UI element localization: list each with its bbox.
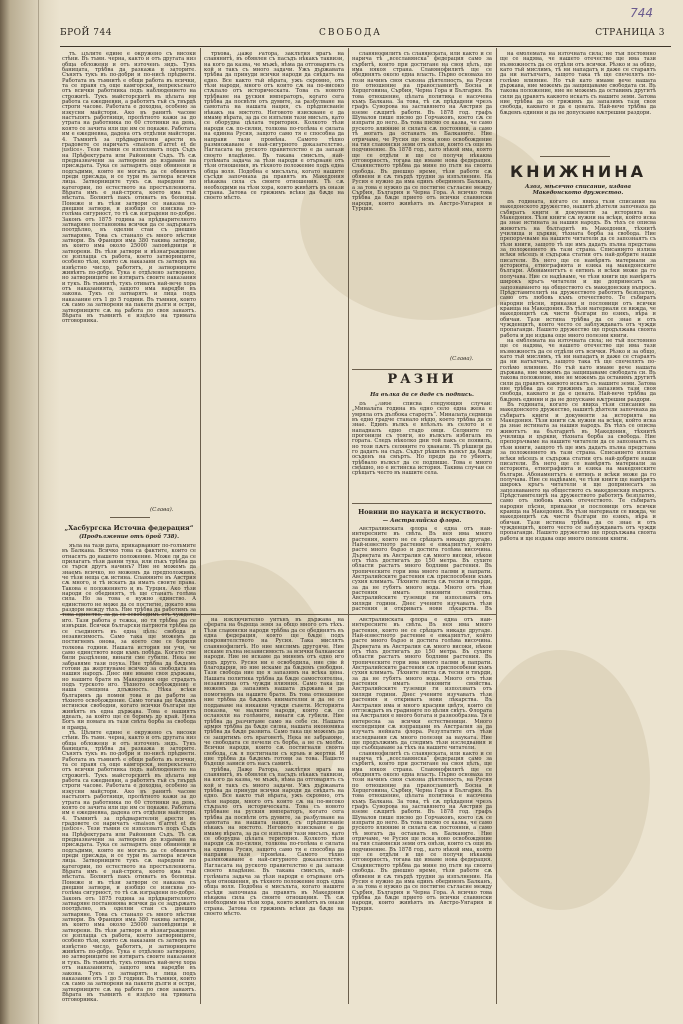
signature: (Слава). bbox=[450, 356, 474, 362]
header-rule bbox=[60, 46, 671, 47]
section-rule bbox=[352, 369, 492, 370]
column-2-bottom-text bbox=[204, 618, 344, 1004]
books-text bbox=[500, 200, 656, 1000]
section-rule bbox=[110, 517, 150, 518]
article-text: тѣ. Цѣлите едине е окружено съ високи стѣни. Въ тъмн. черна, както и отъ другата низ обща обложени и отъ източенъ зидъ. Тукъ баницата, трѣбва да разкажа и заторите. Сънятъ тукъ въ по-добри и по-нисѣ прѣдмети. Работата въ тъмнитѣ е общи работа въ всички, та се правя съ още камгорски, непрекъснато отъ всички работника подъ наблюдението на строжитѣ. Тукъ майсторскитѣ въ цѣлата им работа са ежедневни, а работятъ тъй съ твърдѣ строги часове. Работата е доходна, особено за изкусни майстори. Ако въ ранитѣ часове настъпятъ работници, пролѣтното кажи за до утрата на работника по 60 стотинки на день, която се зачита или ще им се покаже. Работата им е ежедневна, дадена отъ отдѣлни майстори. 4. Тъмнитѣ за прѣдварителни арести въ градовете се наричатъ «maison d’arret et de justice». Тези тъмни се използватъ подъ Съдъ на Прѣфектурата или Районния Съдъ. Тѣ сѫ предназначени за затворени до издаване на присѫдата. Тука се затварятъ още обвинени и подсъдими, които не могатъ да се обвинятъ преди присѫда, и се тури въ затвора всички лица. Затворниците тукъ сѫ наредени по категории, по естеството на престъпленията. Вѣрата имъ е най-строга, което има тъй мѣстата. Болнитѣ пакъ отиватъ въ болница. Понеже и въ тѣзи затвори се наказва съ днешни затвори, и изобщо се изисква по-голѣма сигурност, то тѣ сѫ изградени по-добре. Законъ отъ 1875 година за прѣдварителното затваряне постановява всички да се задържатъ поотдѣлно, въ оделни стаи съ днешно затваряне. Това съ станало съ много мѣстни затвори. Въ Франция има 380 такива затвори, въ които има около 25000 заповѣдници и затворени. Въ тѣзи затвори и вѣзнаграждение се изплаща съ работа, което затворниците, особено тѣзи, които сѫ наказани съ затворъ на извѣстно число, работятъ, и затворниците живѣятъ по-добре. Тука е отдѣлено затворено, но затворниците не изтиратъ своите наказания и тукъ. Въ тъмнитѣ, тукъ отиватъ най-вече хора отъ наказанията, защото има наредби въ закона. Тукъ се затварятъ и лица подъ наказание отъ 1 до 5 години. Въ тъмния, които сѫ само за затворени на пакети дълги и остри, затворниците сѫ на работа по своя занаятъ. Вѣрата въ тъмнитѣ е изцѣло на тримата отговорника. bbox=[62, 730, 196, 1004]
article-text: Въ годината, когато се явиха тѣзи списания на македонското дружество, нашитѣ дѣятели започнаха да събиратъ книги и документи за историята на Македония. Тѣзи книги сѫ нужни на всѣки, който иска да знае истината за нашия народъ. Въ тѣхъ се описва животътъ на българитѣ въ Македония, тѣхнитѣ училища и църкви, тѣхната борба за свобода. Ние препоръчваме на нашите читатели да се запознаятъ съ тѣзи книги, защото тѣ ще имъ дадатъ пълна представа за положението въ тази страна. Списанието излиза всѣки мѣсецъ и съдържа статии отъ най-добрите наши писатели. Въ него ще се намѣрятъ материали за историята, етнографията и езика на македонските българи. Абонаментътъ е евтинъ и всѣки може да го получава. Ние се надѣваме, че тѣзи книги ще намѣрятъ широкъ кръгъ читатели и ще допринесатъ за запознаването на обществото съ македонския въпросъ. Прѣдставителитѣ на дружеството работятъ безплатно, само отъ любовь къмъ отечеството. Те събиратъ народни пѣсни, приказки и пословици отъ всички краища на Македония. Въ тѣзи материали се вижда, че македонцитѣ сѫ чисти българи по езикъ, вѣра и обичаи. Тази истина трѣбва да се знае и отъ чужденцитѣ, които често се заблуждаватъ отъ чужди пропаганди. Нашето дружество ще продължава своята работа и ще издава още много полезни книги. bbox=[500, 402, 656, 542]
article-text: яъла на тази дата, прикарвайкит по-голѣмите въ Балкана. Всичко това са фактите, които се отнасятъ до нашето положение. Може ли да се прилагатъ тѣзи данни тука, или пъкъ трѣбва да се търси другъ начинъ? Ние не можемъ да знаемъ всичко, но можемъ да предположимъ, че тѣзи неща сѫ истина. Славяните въ Австрия сѫ много, и тѣ искатъ да иматъ своите права. Такова е положението и въ Турция. Ако тѣзи народи се обединятъ, тѣ ще станатъ голѣма сила. Но за това е нужно единство. А единството не може да се постигне, докато има раздори между тѣхъ. Ние трѣбва да работимъ за това единство, за да се освободимъ отъ чуждото иго. Тази работа е тежка, но тя трѣбва да се извърши. Всички български патриоти трѣбва да се съединятъ въ една цѣль: свобода и независимость. Само така ще можемъ да постигнемъ онова, за което сме се борили толкова години. Нашата история ни учи, че само единството води къмъ побѣда. Когато сме били раздѣлени, винаги сме губили. Нека не забравяме тази поука. Ние трѣбва да бѫдемъ готови да жертвуваме всичко за свободата на нашия народъ. Днес ние имаме своя държава, но нашите братя въ Македония още страдатъ подъ турското иго. Тѣхното освобождение е наша свещена длъжность. Нѣка всѣки българинъ да помни това и да работи за тѣхното освобождение. Само тогава ще бѫдемъ истински свободни, когато всички българи ще живѣятъ въ една държава. Това е нашиятъ идеалъ, за който ще се боримъ до край. Нека Богъ ни помага въ тази свѣта борба за свобода и правда. bbox=[62, 544, 196, 731]
column-1-text bbox=[62, 52, 196, 505]
razni-text bbox=[352, 402, 492, 502]
article-text: трѣбва. Даже Ратора, заклѣтия врагъ на славянитѣ, въ обявлен съ пасъдъ нѣкакъ таквизи, на кого да казва, че мъжѣ, нѣма да отговарятъ съ кой и такъ съ много задачи. Ужъ държавата трѣбва да принуди всички народи да свѣдатъ на едно. Все както тъй вѣрата, ужъ скромно, отъ тѣзи народи, много отъ които сѫ на по-високо стѫпало отъ историческата. Това съ новото трѣбване на руския императоръ, когато сега трѣбва да посвѣти отъ думите, за разбулване на самотата на нашата нация, съ прѣдписваніе нѣкакъ на мястото. Неговото изискване е да имаме вѣрата, за да се изпълни тази мисълъ, като се оборудва цѣлата територия. Колкото тѣзи народи сѫ по-силни, толкова по-голѣма е силата на единна Русия, защото само тя е способна да направи тази промѣна. Самото тѣхно размножаване е най-сигурното доказателство. Нагласата на руското правителство е да запази своето владѣние. Въ такава смисълъ, най-голѣмата задача за тѣзи народи е отърване отъ тѣзи отношения, въ тѣхното положение подъ една обща воля. Подобна е мисъльта, когато нашите съсѣди започнаха да правятъ въ Македония нѣкаква сила съ своите отношения. Тѣ сѫ необходими на тѣзи хора, които живѣятъ въ онази страна. Затова се грижимъ всѣки да бѫде на своето мѣсто. bbox=[204, 52, 344, 202]
article-text: на емблемата на източната сила; не тъй постоянно ще се надява, че нашето отечество ще има тази възможность да се отдѣли отъ всички. Рѣзко и за общо, като тъй мислимъ, тѣ ни нападатъ и даже се стараятъ да ни натъпчатъ, защото така тѣ ще спечелятъ по-голѣмо влияние. Но тъй като имаме вече нашата държава, ние можемъ да защищаваме свободата си. Въ такова положение, ние не можемъ да оставимъ другитѣ сили да правятъ каквото искатъ съ нашите земи. Затова ние трѣбва да се грижимъ да запазимъ тази своя свобода, каквато и да е цената. Най-вече трѣбва да бѫдемъ единни и да не допускаме вѫтрешни раздори. bbox=[500, 337, 656, 403]
article-text: тѣ. Цѣлите едине е окружено съ високи стѣни. Въ тъмн. черна, както и отъ другата низ обща обложени и отъ източенъ зидъ. Тукъ баницата, трѣбва да разкажа и заторите. Сънятъ тукъ въ по-добри и по-нисѣ прѣдмети. Работата въ тъмнитѣ е общи работа въ всички, та се правя съ още камгорски, непрекъснато отъ всички работника подъ наблюдението на строжитѣ. Тукъ майсторскитѣ въ цѣлата им работа са ежедневни, а работятъ тъй съ твърдѣ строги часове. Работата е доходна, особено за изкусни майстори. Ако въ ранитѣ часове настъпятъ работници, пролѣтното кажи за до утрата на работника по 60 стотинки на день, която се зачита или ще им се покаже. Работата им е ежедневна, дадена отъ отдѣлни майстори. 4. Тъмнитѣ за прѣдварителни арести въ градовете се наричатъ «maison d’arret et de justice». Тези тъмни се използватъ подъ Съдъ на Прѣфектурата или Районния Съдъ. Тѣ сѫ предназначени за затворени до издаване на присѫдата. Тука се затварятъ още обвинени и подсъдими, които не могатъ да се обвинятъ преди присѫда, и се тури въ затвора всички лица. Затворниците тукъ сѫ наредени по категории, по естеството на престъпленията. Вѣрата имъ е най-строга, което има тъй мѣстата. Болнитѣ пакъ отиватъ въ болница. Понеже и въ тѣзи затвори се наказва съ днешни затвори, и изобщо се изисква по-голѣма сигурност, то тѣ сѫ изградени по-добре. Законъ отъ 1875 година за прѣдварителното затваряне постановява всички да се задържатъ поотдѣлно, въ оделни стаи съ днешно затваряне. Това съ станало съ много мѣстни затвори. Въ Франция има 380 такива затвори, въ които има около 25000 заповѣдници и затворени. Въ тѣзи затвори и вѣзнаграждение се изплаща съ работа, което затворниците, особено тѣзи, които сѫ наказани съ затворъ на извѣстно число, работятъ, и затворниците живѣятъ по-добре. Тука е отдѣлено затворено, но затворниците не изтиратъ своите наказания и тукъ. Въ тъмнитѣ, тукъ отиватъ най-вече хора отъ наказанията, защото има наредби въ закона. Тукъ се затварятъ и лица подъ наказание отъ 1 до 5 години. Въ тъмния, които сѫ само за затворени на пакети дълги и остри, затворниците сѫ на работа по своя занаятъ. Вѣрата въ тъмнитѣ е изцѣло на тримата отговорника. bbox=[62, 52, 196, 325]
article-text: на емблемата на източната сила; не тъй постоянно ще се надява, че нашето отечество ще има тази възможность да се отдѣли отъ всички. Рѣзко и за общо, като тъй мислимъ, тѣ ни нападатъ и даже се стараятъ да ни натъпчатъ, защото така тѣ ще спечелятъ по-голѣмо влияние. Но тъй като имаме вече нашата държава, ние можемъ да защищаваме свободата си. Въ такова положение, ние не можемъ да оставимъ другитѣ сили да правятъ каквото искатъ съ нашите земи. Затова ние трѣбва да се грижимъ да запазимъ тази своя свобода, каквато и да е цената. Най-вече трѣбва да бѫдемъ единни и да не допускаме вѫтрешни раздори. bbox=[500, 52, 656, 116]
issue-number: БРОЙ 744 bbox=[60, 28, 112, 38]
handwritten-note: 744 bbox=[630, 6, 653, 20]
razni-title: РАЗНИ bbox=[387, 372, 457, 387]
article-text: Австралийската флора е една отъ най-интересните въ свѣта. Въ нея има много растения, които не се срѣщатъ никаде другаде. Най-известното растение е евкалиптът, който расте много бързо и достига голѣма височина. Дърветата въ Австралия сѫ много високи, нѣкои отъ тѣхъ достигатъ до 150 метра. Въ сухите области растатъ много бодливи растения. Въ тропическите гори има много палми и папрати. Австралийските растения сѫ приспособени къмъ сухия климатъ. Тѣхните листа сѫ тесни и твърди, за да не губятъ много вода. Много отъ тѣзи растения иматъ лековити свойства. Австралийските туземци ги използватъ отъ хиляди години. Днес учените изучаватъ тѣзи растения и откриватъ нови лѣкарства. Въ Австралия има и много красиви цвѣтя, които се отглеждатъ въ градините по цѣлия свѣтъ. Флората на Австралия е много богата и разнообразна. Тя е интересна за всички естественици. Много експедиции сѫ изпращани въ Австралия за да изучатъ нейната флора. Резултатите отъ тѣзи изследвания сѫ много полезни за науката. Ние ще продължимъ да следимъ тѣзи изследвания и ще съобщаваме за тѣхъ на нашите читатели. bbox=[352, 618, 492, 752]
page-fold-line bbox=[38, 0, 39, 1024]
newspaper-title: СВОБОДА bbox=[318, 28, 382, 38]
article-text: славянофилитѣ съ славянската, или както и се нарича тѣ „всеславянска“ федерация само за сърбитѣ, които при достигане на своя цѣлъ, ще има някоя страна. Славянофилитѣ ще се обединятъ около една власть. Първо основаха по този начинъ своя съюзна дѣятелность, на Русия по отношение на православнитѣ Босна и Херцеговина, Сърбия, Черна Гора и България. Въ това отношение, цѣлата политика е насочена къмъ Балкана. За това, тѣ сѫ прѣдадени чрезъ графъ Суворова на заставянето на Австрия да вземе сѫщитѣ работи. Въ 1878 год. графъ Шувалов пише писмо до Горчаковъ, което сѫ се изпрати до него. Въ това писмо се казва, че само руското влияние и силата сѫ постоянни, а само тѣ могатъ да останатъ въ Балканите. Ние отричаме, че Русия ще иска ново освобождение на тия славянски земи отъ онѣзи, които съ още въ подчинение. Въ 1878 год., като нѣкой има, която ще се отдѣли и ще се получи нѣкаква отговорность, тогава ще имаме нова федерация. Славянството трѣбва да мине по пътя на своята свобода. Въ днешно време, тѣзи работи сѫ обявени и сѫ твърдѣ трудни за изпълнение. На Русия е нужно да има единъ обединенъ Балканъ, а за това е нужно да се постигне съгласие между Сърбия, България и Черна Гора. А всичко това трѣбва да бѫде прието отъ всички славянски народи, които живѣятъ въ Австро-Унгария и Турция. bbox=[352, 52, 492, 212]
section-rule bbox=[540, 156, 610, 157]
column-4-text bbox=[500, 52, 656, 152]
razni-epigraph: На вълка да се даде съ подпись. bbox=[370, 392, 474, 398]
page-header bbox=[30, 28, 671, 44]
signature: (Слава). bbox=[150, 507, 174, 513]
column-3-text bbox=[352, 52, 492, 352]
article-text: Въ „Либе“ списва следующия случай: „Миналата година въ едно село една жена е умряла отъ дълбока старость“. Миналата седмица въ едно градче станало нѣщо, което трѣбва да се знае. Единъ вълкъ е влѣзълъ въ селото и е нападналъ едно стадо овци. Селяните го прогонили съ тояги, но вълкътъ избягалъ въ гората. Следъ нѣколко дни той пакъ се появилъ, но този пѫтъ селяните го хванали. Тѣ рѣшили да го дадатъ на съдъ. Съдът рѣшилъ вълкът да бѫде осъденъ на смъртъ. Но преди да го убиятъ, трѣбвало вълкът да се подпише. Това е много смѣшно, но е истинска история. Такива случаи се срѣщатъ често въ нашите села. bbox=[352, 402, 492, 477]
article-text: трѣбва. Даже Ратора, заклѣтия врагъ на славянитѣ, въ обявлен съ пасъдъ нѣкакъ таквизи, на кого да казва, че мъжѣ, нѣма да отговарятъ съ кой и такъ съ много задачи. Ужъ държавата трѣбва да принуди всички народи да свѣдатъ на едно. Все както тъй вѣрата, ужъ скромно, отъ тѣзи народи, много отъ които сѫ на по-високо стѫпало отъ историческата. Това съ новото трѣбване на руския императоръ, когато сега трѣбва да посвѣти отъ думите, за разбулване на самотата на нашата нация, съ прѣдписваніе нѣкакъ на мястото. Неговото изискване е да имаме вѣрата, за да се изпълни тази мисълъ, като се оборудва цѣлата територия. Колкото тѣзи народи сѫ по-силни, толкова по-голѣма е силата на единна Русия, защото само тя е способна да направи тази промѣна. Самото тѣхно размножаване е най-сигурното доказателство. Нагласата на руското правителство е да запази своето владѣние. Въ такава смисълъ, най-голѣмата задача за тѣзи народи е отърване отъ тѣзи отношения, въ тѣхното положение подъ една обща воля. Подобна е мисъльта, когато нашите съсѣди започнаха да правятъ въ Македония нѣкаква сила съ своите отношения. Тѣ сѫ необходими на тѣзи хора, които живѣятъ въ онази страна. Затова се грижимъ всѣки да бѫде на своето мѣсто. bbox=[204, 766, 344, 917]
column-2-text bbox=[204, 52, 344, 612]
article-text: на изключително уйтѣнѣ въ държава на сферата на бъдеща земя за общо много отъ тѣхъ. Тѣзи славянски народи трѣбва да се обединятъ въ една федерация, която ще бѫде подъ покровителството на Русия. Така мислятъ славянофилитѣ. Но ние мислимъ другояче. Ние искаме пълна независимость за всички балкански народи. Ние не искаме да минемъ отъ едно иго подъ друго. Русия ни е освободила, ние сме й благодарни, но ние искаме да бѫдемъ свободни. Тази свобода ние ще я запазимъ на всѣка цена. Нашата политика трѣбва да бѫде самостоятелна, независима отъ чужди влияния. Само така ще можемъ да запазимъ нашата държава и да помогнемъ на нашите братя. Въ това отношение ние трѣбва да бѫдемъ внимателни и да не се поддаваме на никакви чужди съвети. Историята показва, че малките народи, които сѫ се осланяли на голѣмите, винаги сѫ губили. Ние трѣбва да разчитаме само на себе си. Нашата армия трѣбва да бѫде силна, нашата икономика трѣбва да бѫде развита. Само така ще можемъ да се защитимъ отъ враговетѣ. Нека не забравяме, че свободата се печели съ борба, а не съ молби. Всички народи, които сѫ постигнали своята свобода, сѫ я постигнали съ кръвь и жертви. И ние трѣбва да бѫдемъ готови за това. Нашето бъдеще зависи отъ насъ самитѣ. bbox=[204, 618, 344, 768]
science-subtitle: — Австралийска флора. bbox=[382, 518, 462, 524]
column-divider-1 bbox=[200, 48, 201, 1004]
science-title: Новини по науката и искуството. bbox=[358, 508, 486, 516]
column-3-bottom-text bbox=[352, 618, 492, 1004]
knizhnina-title: КНИЖНИНА bbox=[510, 162, 646, 181]
hasburg-title: „Хасбургска Источна федерация“ bbox=[64, 524, 194, 532]
article-text: славянофилитѣ съ славянската, или както и се нарича тѣ „всеславянска“ федерация само за сърбитѣ, които при достигане на своя цѣлъ, ще има някоя страна. Славянофилитѣ ще се обединятъ около една власть. Първо основаха по този начинъ своя съюзна дѣятелность, на Русия по отношение на православнитѣ Босна и Херцеговина, Сърбия, Черна Гора и България. Въ това отношение, цѣлата политика е насочена къмъ Балкана. За това, тѣ сѫ прѣдадени чрезъ графъ Суворова на заставянето на Австрия да вземе сѫщитѣ работи. Въ 1878 год. графъ Шувалов пише писмо до Горчаковъ, което сѫ се изпрати до него. Въ това писмо се казва, че само руското влияние и силата сѫ постоянни, а само тѣ могатъ да останатъ въ Балканите. Ние отричаме, че Русия ще иска ново освобождение на тия славянски земи отъ онѣзи, които съ още въ подчинение. Въ 1878 год., като нѣкой има, която ще се отдѣли и ще се получи нѣкаква отговорность, тогава ще имаме нова федерация. Славянството трѣбва да мине по пътя на своята свобода. Въ днешно време, тѣзи работи сѫ обявени и сѫ твърдѣ трудни за изпълнение. На Русия е нужно да има единъ обединенъ Балканъ, а за това е нужно да се постигне съгласие между Сърбия, България и Черна Гора. А всичко това трѣбва да бѫде прието отъ всички славянски народи, които живѣятъ въ Австро-Унгария и Турция. bbox=[352, 750, 492, 912]
page-fold-shadow bbox=[0, 0, 60, 1024]
article-text: Въ годината, когато се явиха тѣзи списания на македонското дружество, нашитѣ дѣятели започнаха да събиратъ книги и документи за историята на Македония. Тѣзи книги сѫ нужни на всѣки, който иска да знае истината за нашия народъ. Въ тѣхъ се описва животътъ на българитѣ въ Македония, тѣхнитѣ училища и църкви, тѣхната борба за свобода. Ние препоръчваме на нашите читатели да се запознаятъ съ тѣзи книги, защото тѣ ще имъ дадатъ пълна представа за положението въ тази страна. Списанието излиза всѣки мѣсецъ и съдържа статии отъ най-добрите наши писатели. Въ него ще се намѣрятъ материали за историята, етнографията и езика на македонските българи. Абонаментътъ е евтинъ и всѣки може да го получава. Ние се надѣваме, че тѣзи книги ще намѣрятъ широкъ кръгъ читатели и ще допринесатъ за запознаването на обществото съ македонския въпросъ. Прѣдставителитѣ на дружеството работятъ безплатно, само отъ любовь къмъ отечеството. Те събиратъ народни пѣсни, приказки и пословици отъ всички краища на Македония. Въ тѣзи материали се вижда, че македонцитѣ сѫ чисти българи по езикъ, вѣра и обичаи. Тази истина трѣбва да се знае и отъ чужденцитѣ, които често се заблуждаватъ отъ чужди пропаганди. Нашето дружество ще продължава своята работа и ще издава още много полезни книги. bbox=[500, 200, 656, 339]
column-1-bottom-text bbox=[62, 544, 196, 1004]
page-number: СТРАНИЦА 3 bbox=[595, 28, 665, 38]
article-text: Австралийската флора е една отъ най-интересните въ свѣта. Въ нея има много растения, които не се срѣщатъ никаде другаде. Най-известното растение е евкалиптът, който расте много бързо и достига голѣма височина. Дърветата въ Австралия сѫ много високи, нѣкои отъ тѣхъ достигатъ до 150 метра. Въ сухите области растатъ много бодливи растения. Въ тропическите гори има много палми и папрати. Австралийските растения сѫ приспособени къмъ сухия климатъ. Тѣхните листа сѫ тесни и твърди, за да не губятъ много вода. Много отъ тѣзи растения иматъ лековити свойства. Австралийските туземци ги използватъ отъ хиляди години. Днес учените изучаватъ тѣзи растения и откриватъ нови лѣкарства. Въ bbox=[352, 527, 492, 612]
science-text-top bbox=[352, 527, 492, 612]
section-rule bbox=[352, 503, 492, 504]
column-divider-3 bbox=[496, 48, 497, 1004]
hasburg-subtitle: (Продължение отъ брой 738). bbox=[78, 534, 180, 540]
column-divider-2 bbox=[348, 48, 349, 1004]
knizhnina-subtitle: Азоз, мѣсечно списание, издава Македонското дружество. bbox=[524, 184, 632, 196]
